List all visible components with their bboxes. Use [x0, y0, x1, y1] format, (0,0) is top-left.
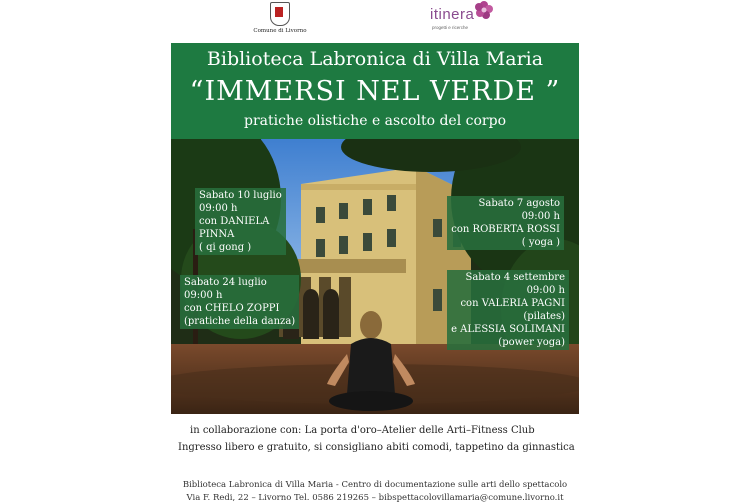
event-teacher: con ROBERTA ROSSI [451, 224, 560, 235]
entry-text: Ingresso libero e gratuito, si consigliano abiti comodi, tappetino da ginnastica [178, 442, 575, 453]
event-time: 09:00 h [521, 211, 560, 222]
itinera-logo [428, 0, 500, 36]
collaboration-text: in collaborazione con: La porta d'oro–Atelier delle Arti–Fitness Club [190, 425, 535, 436]
event-teacher: e ALESSIA SOLIMANI [451, 324, 565, 335]
event-date: Sabato 7 agosto [478, 198, 560, 209]
footer-address: Biblioteca Labronica di Villa Maria - Centro di documentazione sulle arti dello spettacolo [182, 480, 568, 490]
comune-label: Comune di Livorno [253, 28, 307, 34]
event-teacher: PINNA [199, 229, 235, 240]
event-time: 09:00 h [526, 285, 565, 296]
event-activity: (pratiche della danza) [184, 316, 296, 327]
event-teacher: con CHELO ZOPPI [184, 303, 280, 314]
villa-photo [171, 139, 579, 414]
event-teacher: con DANIELA [199, 216, 270, 227]
footer-contact: Via F. Redi, 22 – Livorno Tel. 0586 219265 – bibspettacolovillamaria@comune.livorno.it [186, 493, 564, 503]
comune-logo [250, 2, 310, 38]
event-activity: (pilates) [523, 311, 565, 322]
banner-subtitle: pratiche olistiche e ascolto del corpo [243, 113, 506, 129]
event-date: Sabato 24 luglio [184, 277, 267, 288]
event-date: Sabato 10 luglio [199, 190, 282, 201]
event-activity: ( yoga ) [521, 237, 560, 248]
event-box-danza [180, 275, 299, 329]
event-box-pilates [447, 270, 569, 350]
event-activity: (power yoga) [498, 337, 565, 348]
itinera-subtitle: progetti e ricerche [432, 25, 469, 30]
event-time: 09:00 h [199, 203, 238, 214]
event-teacher: con VALERIA PAGNI [460, 298, 565, 309]
event-date: Sabato 4 settembre [465, 272, 565, 283]
itinera-name: itinera [430, 6, 475, 23]
banner-library-name: Biblioteca Labronica di Villa Maria [206, 48, 544, 70]
event-time: 09:00 h [184, 290, 223, 301]
banner-event-title: “IMMERSI NEL VERDE ” [189, 76, 561, 107]
event-box-qi-gong [195, 188, 286, 255]
flower-icon [474, 0, 494, 20]
crest-icon [270, 2, 290, 26]
title-banner [171, 43, 579, 139]
event-activity: ( qi gong ) [199, 242, 252, 253]
event-box-yoga [447, 196, 564, 250]
